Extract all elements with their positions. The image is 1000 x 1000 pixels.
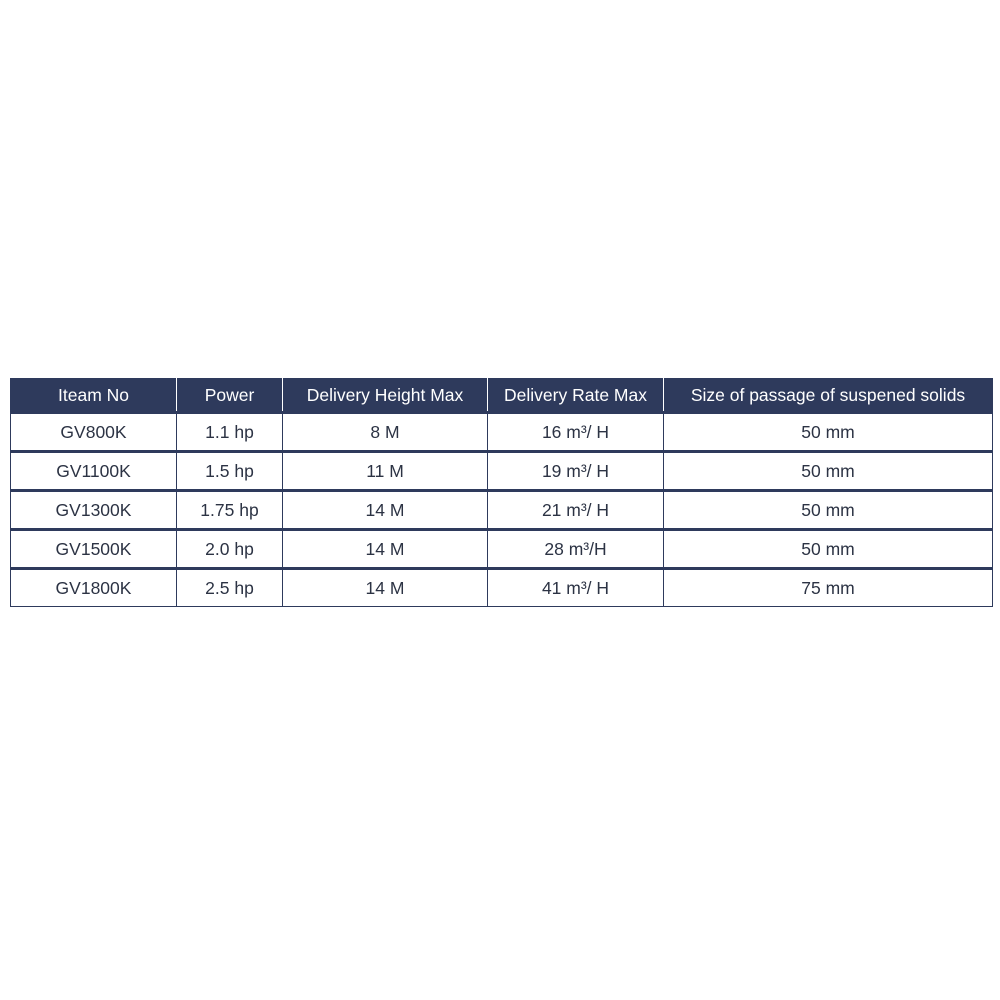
cell-item-no: GV800K [11, 413, 177, 452]
column-header-delivery-rate: Delivery Rate Max [488, 379, 664, 413]
cell-delivery-rate: 16 m³/ H [488, 413, 664, 452]
header-row [11, 379, 993, 413]
cell-delivery-height: 8 M [283, 413, 488, 452]
cell-delivery-height: 14 M [283, 491, 488, 530]
cell-item-no: GV1800K [11, 569, 177, 607]
cell-item-no: GV1500K [11, 530, 177, 569]
column-header-power: Power [177, 379, 283, 413]
cell-delivery-rate: 19 m³/ H [488, 452, 664, 491]
column-header-delivery-height: Delivery Height Max [283, 379, 488, 413]
cell-item-no: GV1300K [11, 491, 177, 530]
cell-delivery-height: 14 M [283, 530, 488, 569]
cell-solids-passage: 50 mm [664, 413, 993, 452]
cell-solids-passage: 50 mm [664, 452, 993, 491]
cell-solids-passage: 50 mm [664, 491, 993, 530]
table-row [11, 530, 993, 569]
cell-solids-passage: 50 mm [664, 530, 993, 569]
cell-power: 1.1 hp [177, 413, 283, 452]
cell-power: 1.75 hp [177, 491, 283, 530]
cell-solids-passage: 75 mm [664, 569, 993, 607]
cell-item-no: GV1100K [11, 452, 177, 491]
cell-delivery-rate: 41 m³/ H [488, 569, 664, 607]
cell-power: 2.0 hp [177, 530, 283, 569]
column-header-solids-passage: Size of passage of suspened solids [664, 379, 993, 413]
spec-table [10, 378, 993, 607]
cell-delivery-rate: 21 m³/ H [488, 491, 664, 530]
table-row [11, 491, 993, 530]
column-header-item-no: Iteam No [11, 379, 177, 413]
cell-delivery-height: 14 M [283, 569, 488, 607]
table-row [11, 569, 993, 607]
cell-power: 1.5 hp [177, 452, 283, 491]
table-row [11, 413, 993, 452]
cell-delivery-height: 11 M [283, 452, 488, 491]
cell-delivery-rate: 28 m³/H [488, 530, 664, 569]
cell-power: 2.5 hp [177, 569, 283, 607]
table-row [11, 452, 993, 491]
